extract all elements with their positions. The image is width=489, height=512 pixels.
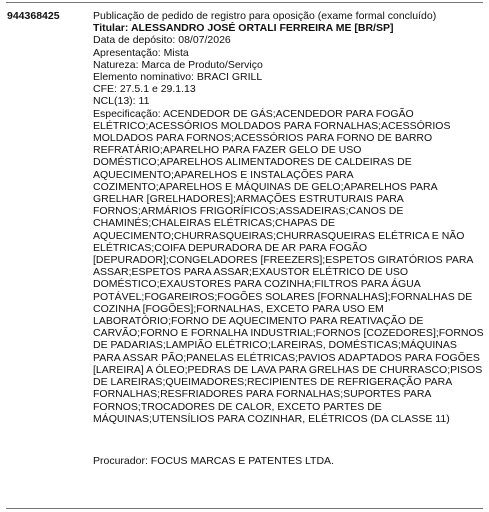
process-number: 944368425 <box>7 10 60 22</box>
titular-line <box>93 22 485 34</box>
titular-value: ALESSANDRO JOSÉ ORTALI FERREIRA ME [BR/SP] <box>130 22 394 35</box>
bottom-divider <box>6 508 483 509</box>
titular-label: Titular: <box>93 22 129 35</box>
spacer <box>93 425 485 455</box>
presentation: Apresentação: Mista <box>93 46 189 59</box>
attorney: Procurador: FOCUS MARCAS E PATENTES LTDA. <box>93 454 334 467</box>
nominative-element: Elemento nominativo: BRACI GRILL <box>93 71 263 84</box>
cfe-code: CFE: 27.5.1 e 29.1.13 <box>93 83 196 96</box>
top-divider <box>6 2 483 3</box>
publication-entry <box>93 10 485 467</box>
specification-text: Especificação: ACENDEDOR DE GÁS;ACENDEDOR PARA FOGÃO ELÉTRICO;ACESSÓRIOS MOLDADOS PARA FORNALHAS;ACESSÓRIOS MOLDADOS PARA FORNOS;ACESSÓRIOS PARA FORNO DE BARRO REFRATÁRIO;APARELHO PARA FAZER GELO DE USO DOMÉSTICO;APARELHOS ALIMENTADORES DE CALDEIRAS DE AQUECIMENTO;APARELHOS E INSTALAÇÕES PARA COZIMENTO;APARELHOS E MÁQUINAS DE GELO;APARELHOS PARA GRELHAR [GRELHADORES];ARMAÇÕES ESTRUTURAIS PARA FORNOS;ARMÁRIOS FRIGORÍFICOS;ASSADEIRAS;CANOS DE CHAMINÉS;CHALEIRAS ELÉTRICAS;CHAPAS DE AQUECIMENTO;CHURRASQUEIRAS;CHURRASQUEIRAS ELÉTRICA E NÃO ELÉTRICAS;COIFA DEPURADORA DE AR PARA FOGÃO [DEPURADOR];CONGELADORES [FREEZERS];ESPETOS GIRATÓRIOS PARA ASSAR;ESPETOS PARA ASSAR;EXAUSTOR ELÉTRICO DE USO DOMÉSTICO;EXAUSTORES PARA COZINHA;FILTROS PARA ÁGUA POTÁVEL;FOGAREIROS;FOGÕES SOLARES [FORNALHAS];FORNALHAS DE COZINHA [FOGÕES];FORNALHAS, EXCETO PARA USO EM LABORATÓRIO;FORNO DE AQUECIMENTO PARA REATIVAÇÃO DE CARVÃO;FORNO E FORNALHA INDUSTRIAL;FORNOS [COZEDORES];FORNOS DE PADARIAS;LAMPIÃO ELÉTRICO;LAREIRAS, DOMÉSTICAS;MÁQUINAS PARA ASSAR PÃO;PANELAS ELÉTRICAS;PAVIOS ADAPTADOS PARA FOGÕES [LAREIRA] A ÓLEO;PEDRAS DE LAVA PARA GRELHAS DE CHURRASCO;PISOS DE LAREIRAS;QUEIMADORES;RECIPIENTES DE REFRIGERAÇÃO PARA FORNALHAS;RESFRIADORES PARA FORNALHAS;SUPORTES PARA FORNOS;TROCADORES DE CALOR, EXCETO PARTES DE MÁQUINAS;UTENSÍLIOS PARA COZINHAR, ELÉTRICOS (DA CLASSE 11) <box>93 107 484 425</box>
ncl-class: NCL(13): 11 <box>93 95 150 108</box>
dispatch-text: Publicação de pedido de registro para oposição (exame formal concluído) <box>93 10 437 22</box>
nature: Natureza: Marca de Produto/Serviço <box>93 58 263 71</box>
deposit-date: Data de depósito: 08/07/2026 <box>93 34 231 47</box>
